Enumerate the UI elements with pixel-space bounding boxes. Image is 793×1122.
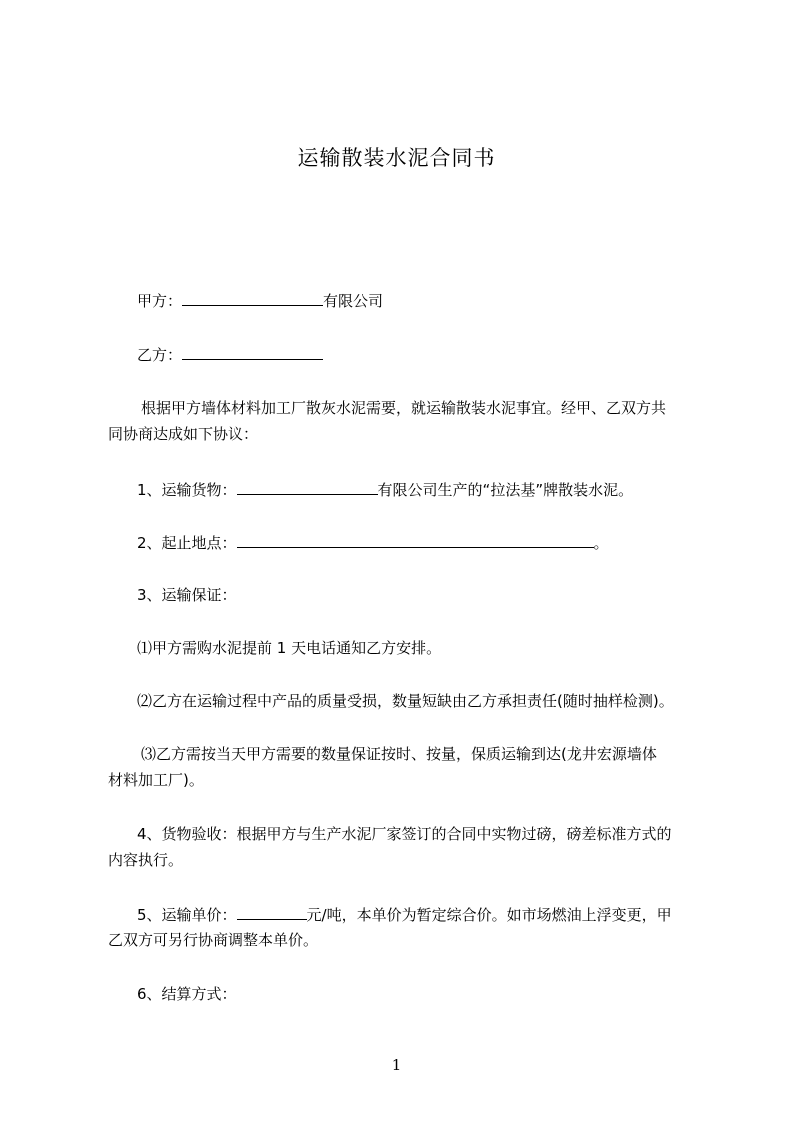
party-b-line: [137, 344, 323, 365]
party-a-line: [137, 290, 383, 311]
item-4-line-1: 4、货物验收：根据甲方与生产水泥厂家签订的合同中实物过磅，磅差标准方式的: [137, 825, 672, 843]
item-1-line: [137, 479, 633, 500]
item-1-blank: [237, 479, 378, 495]
item-5-line-1: [137, 904, 672, 925]
item-1-suffix: 有限公司生产的“拉法基”牌散装水泥。: [377, 481, 634, 499]
party-a-suffix: 有限公司: [323, 292, 384, 310]
item-6-line: 6、结算方式：: [137, 985, 237, 1003]
party-b-blank: [182, 344, 323, 360]
party-a-blank: [182, 290, 323, 306]
sub-item-2: ⑵乙方在运输过程中产品的质量受损，数量短缺由乙方承担责任(随时抽样检测)。: [137, 692, 674, 710]
sub-item-3-line-2: 材料加工厂)。: [108, 771, 204, 789]
item-5-label: 5、运输单价：: [137, 906, 237, 924]
page-number: 1: [391, 1056, 402, 1074]
item-1-label: 1、运输货物：: [137, 481, 237, 499]
page-title: 运输散装水泥合同书: [297, 146, 496, 170]
item-2-suffix: 。: [593, 534, 609, 552]
party-a-label: 甲方：: [137, 292, 183, 310]
sub-item-3-line-1: ⑶乙方需按当天甲方需要的数量保证按时、按量，保质运输到达(龙井宏源墙体: [141, 745, 657, 763]
item-5-suffix: 元/吨，本单价为暂定综合价。如市场燃油上浮变更，甲: [306, 906, 672, 924]
intro-line-2: 同协商达成如下协议：: [108, 425, 259, 443]
item-2-blank: [237, 532, 594, 548]
sub-item-1: ⑴甲方需购水泥提前 1 天电话通知乙方安排。: [137, 639, 442, 657]
item-5-blank: [237, 904, 307, 920]
item-2-line: [137, 532, 609, 553]
item-3-line: 3、运输保证：: [137, 586, 237, 604]
item-4-line-2: 内容执行。: [108, 851, 184, 869]
item-5-line-2: 乙双方可另行协商调整本单价。: [108, 931, 319, 949]
intro-line-1: 根据甲方墙体材料加工厂散灰水泥需要，就运输散装水泥事宜。经甲、乙双方共: [141, 399, 667, 417]
party-b-label: 乙方：: [137, 346, 183, 364]
item-2-label: 2、起止地点：: [137, 534, 237, 552]
